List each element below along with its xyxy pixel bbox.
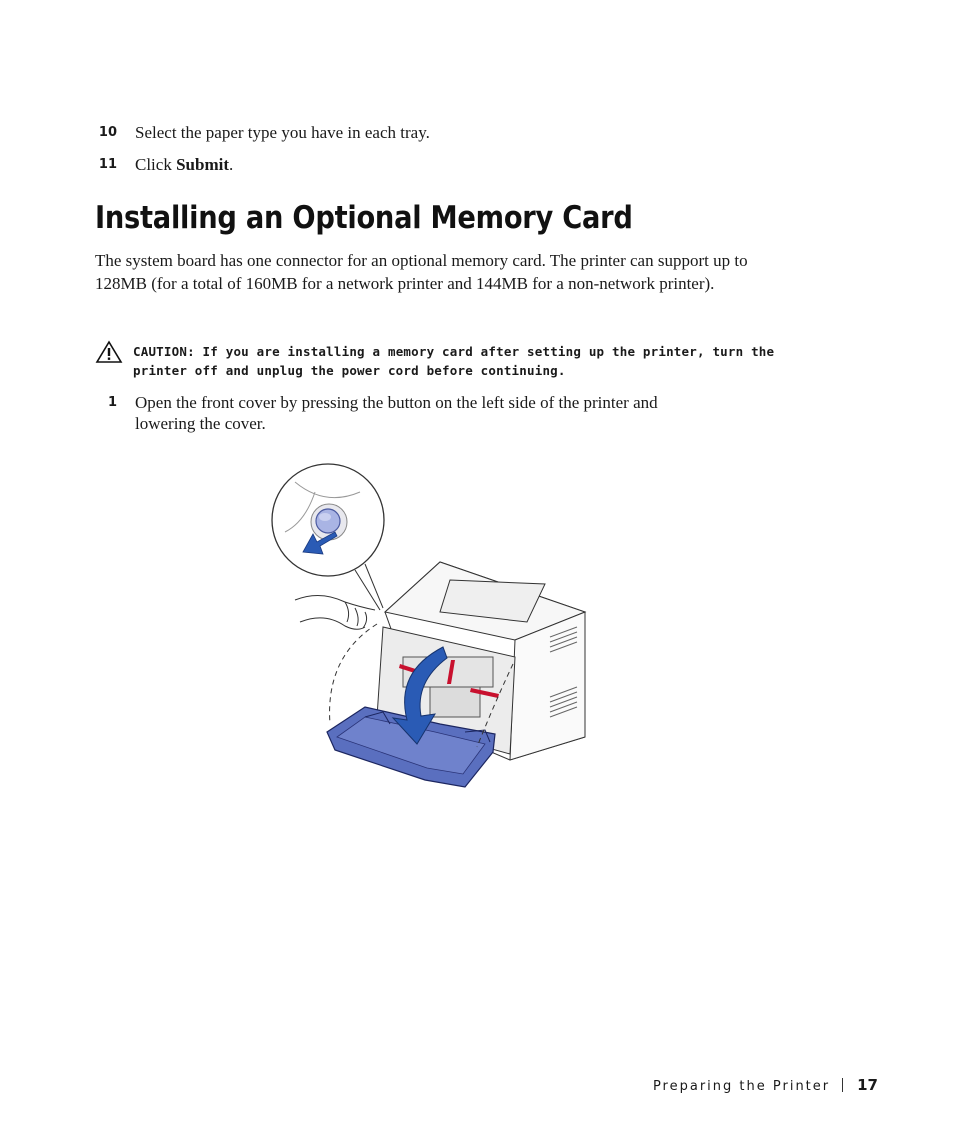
step-number: 1 [107, 395, 117, 410]
step-number: 11 [98, 157, 117, 172]
step-text-before: Click [135, 155, 177, 174]
step-text: Select the paper type you have in each tray. [135, 123, 430, 142]
step-text-after: . [229, 155, 234, 174]
step-number: 10 [98, 125, 117, 140]
hand-pressing-button [295, 595, 375, 629]
step-text [135, 153, 233, 176]
step-text-line-1: Open the front cover by pressing the button on the left side of the printer and [135, 393, 658, 412]
caution-label: CAUTION: [133, 344, 195, 359]
printer-illustration-svg [265, 462, 595, 792]
caution-text [133, 342, 783, 380]
footer-section-title: Preparing the Printer [652, 1079, 831, 1094]
page-number: 17 [857, 1076, 878, 1094]
page-footer [653, 1076, 878, 1094]
caution-body: If you are installing a memory card after setting up the printer, turn the printer off and unplug the power cord before continuing. [133, 344, 775, 378]
step-text-line-2: lowering the cover. [135, 414, 266, 433]
printer-front-cover-illustration [265, 462, 595, 797]
submit-label: Submit [176, 155, 230, 174]
footer-divider [842, 1078, 843, 1092]
warning-triangle-icon [95, 340, 123, 369]
section-heading: Installing an Optional Memory Card [95, 200, 633, 236]
button-closeup-inset [272, 464, 384, 610]
intro-paragraph: The system board has one connector for an optional memory card. The printer can support up to 128MB (for a total of 160MB for a network printer and 144MB for a non-network printer). [95, 251, 748, 293]
